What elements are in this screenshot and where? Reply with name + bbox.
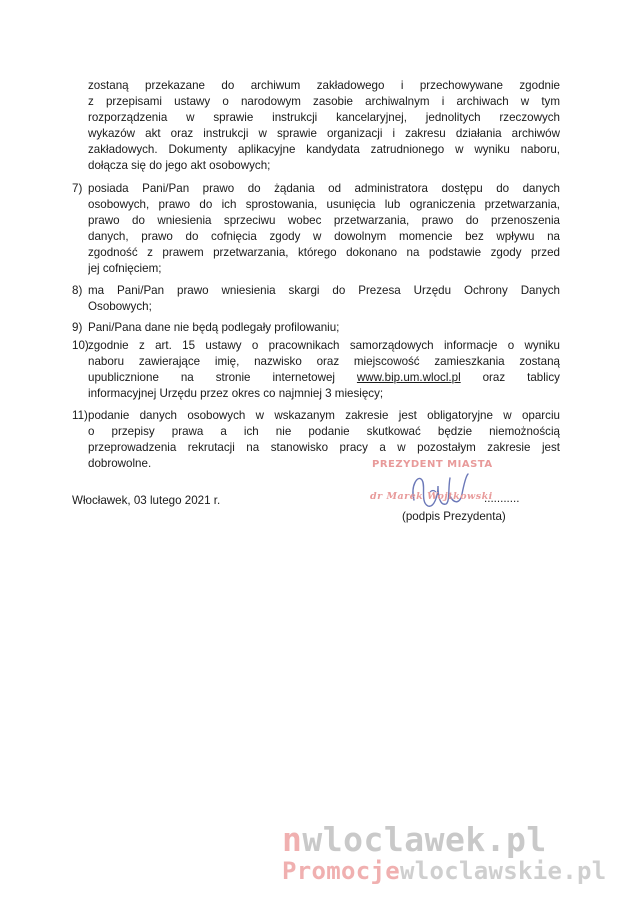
list-item-number: 10) <box>72 339 89 352</box>
handwritten-signature <box>408 466 474 514</box>
list-item-number: 9) <box>72 321 83 334</box>
list-item-number: 7) <box>72 182 83 195</box>
text-line: posiada Pani/Pan prawo do żądania od administratora dostępu do danych <box>88 182 560 195</box>
text-fragment: upublicznione na stronie internetowej <box>88 371 335 384</box>
text-line: zostaną przekazane do archiwum zakładowego i przechowywane zgodnie <box>88 79 560 92</box>
text-line: osobowych, prawo do ich sprostowania, usunięcia lub ograniczenia przetwarzania, <box>88 198 560 211</box>
list-item-number: 8) <box>72 284 83 297</box>
text-line: prawo do wniesienia sprzeciwu wobec przetwarzania, prawo do przenoszenia <box>88 214 560 227</box>
text-line: o przepisy prawa a ich nie podanie skutkować będzie niemożnością <box>88 425 560 438</box>
watermark-text: wloclawskie.pl <box>400 857 607 885</box>
watermark-line-2 <box>282 857 607 885</box>
text-line: dołącza się do jego akt osobowych; <box>88 159 271 172</box>
text-fragment: oraz tablicy <box>482 371 560 384</box>
text-line: dobrowolne. <box>88 457 152 470</box>
text-line: przeprowadzenia rekrutacji na stanowisko pracy a w pozostałym zakresie jest <box>88 441 560 454</box>
watermark-accent: Promocje <box>282 857 400 885</box>
bip-website-link[interactable]: www.bip.um.wlocl.pl <box>356 371 461 384</box>
text-line: Pani/Pana dane nie będą podlegały profilowaniu; <box>88 321 340 334</box>
text-line <box>88 370 560 385</box>
watermark-accent: n <box>282 820 303 859</box>
signature-caption: (podpis Prezydenta) <box>402 510 506 523</box>
signature-dots: ........... <box>484 492 520 505</box>
text-line: ma Pani/Pan prawo wniesienia skargi do Prezesa Urzędu Ochrony Danych <box>88 284 560 297</box>
text-line: zakładowych. Dokumenty aplikacyjne kandydata zatrudnionego w wyniku naboru, <box>88 143 560 156</box>
text-line: zgodnie z art. 15 ustawy o pracownikach samorządowych informacje o wyniku <box>88 339 560 352</box>
text-line: zgodność z prawem przetwarzania, którego dokonano na podstawie zgody przed <box>88 246 560 259</box>
stamp-title: PREZYDENT MIASTA <box>372 459 493 470</box>
text-line: jej cofnięciem; <box>88 262 162 275</box>
watermark-line-1 <box>282 820 547 859</box>
text-line: wykazów akt oraz instrukcji w sprawie organizacji i zakresu działania archiwów <box>88 127 560 140</box>
text-line: informacyjnej Urzędu przez okres co najmniej 3 miesięcy; <box>88 387 384 400</box>
stamp-name: dr Marek Wojtkowski <box>370 491 493 502</box>
text-line: naboru zawierające imię, nazwisko oraz miejscowość zamieszkania zostaną <box>88 355 560 368</box>
list-item-number: 11) <box>72 409 88 422</box>
document-date: Włocławek, 03 lutego 2021 r. <box>72 494 221 507</box>
text-line: danych, prawo do cofnięcia zgody w dowolnym momencie bez wpływu na <box>88 230 560 243</box>
watermark-text: wloclawek.pl <box>302 820 547 859</box>
text-line: podanie danych osobowych w wskazanym zakresie jest obligatoryjne w oparciu <box>88 409 560 422</box>
text-line: z przepisami ustawy o narodowym zasobie archiwalnym i archiwach w tym <box>88 95 560 108</box>
text-line: rozporządzenia w sprawie instrukcji kancelaryjnej, jednolitych rzeczowych <box>88 111 560 124</box>
text-line: Osobowych; <box>88 300 152 313</box>
